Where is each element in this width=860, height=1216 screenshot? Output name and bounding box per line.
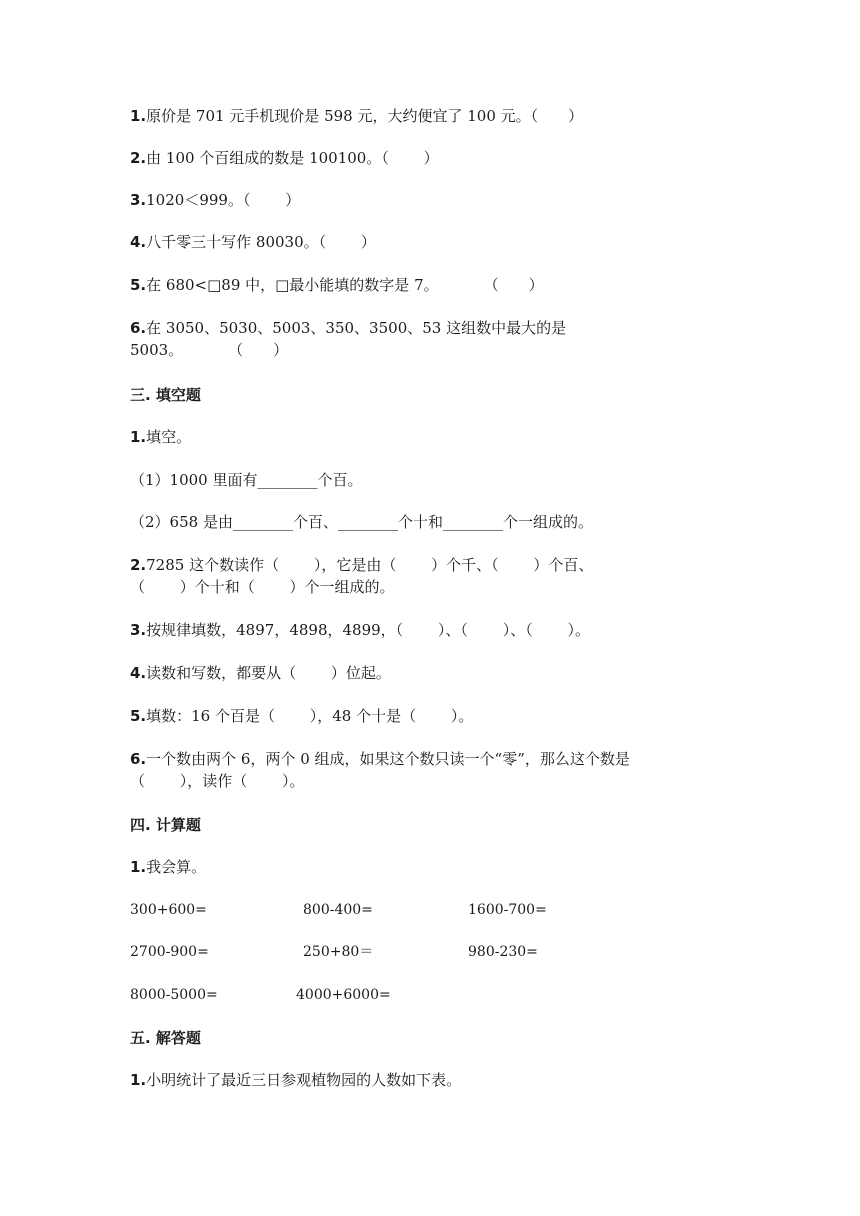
fill-item-1-sub1: （1）1000 里面有________个百。 xyxy=(130,471,363,489)
tf-item-4: 4.八千零三十写作 80030。（ ） xyxy=(130,233,376,251)
fill-item-6: 6.一个数由两个 6，两个 0 组成，如果这个数只读一个“零”，那么这个数是 xyxy=(130,750,630,768)
fill-item-5: 5.填数：16 个百是（ ），48 个十是（ ）。 xyxy=(130,707,474,725)
tf-item-1: 1.原价是 701 元手机现价是 598 元，大约便宜了 100 元。（ ） xyxy=(130,107,584,125)
tf-item-3: 3.1020＜999。（ ） xyxy=(130,191,301,209)
calc-expression: 2700-900= xyxy=(130,944,209,960)
section-title-calc: 四. 计算题 xyxy=(130,816,201,834)
fill-item-6-cont: （ ），读作（ ）。 xyxy=(130,772,305,790)
fill-item-2-cont: （ ）个十和（ ）个一组成的。 xyxy=(130,578,395,596)
tf-item-2: 2.由 100 个百组成的数是 100100。（ ） xyxy=(130,149,439,167)
section-title-answer: 五. 解答题 xyxy=(130,1029,201,1047)
calc-expression: 4000+6000= xyxy=(296,987,391,1003)
fill-item-1-sub2: （2）658 是由________个百、________个十和________个一组成的。 xyxy=(130,513,593,531)
calc-intro: 1.我会算。 xyxy=(130,858,207,876)
calc-expression: 980-230= xyxy=(468,944,538,960)
calc-expression: 1600-700= xyxy=(468,902,547,918)
calc-expression: 250+80＝ xyxy=(303,944,374,960)
answer-item-1: 1.小明统计了最近三日参观植物园的人数如下表。 xyxy=(130,1071,462,1089)
calc-expression: 800-400= xyxy=(303,902,373,918)
section-title-fill: 三. 填空题 xyxy=(130,386,201,404)
calc-expression: 8000-5000= xyxy=(130,987,218,1003)
fill-item-2: 2.7285 这个数读作（ ），它是由（ ）个千、（ ）个百、 xyxy=(130,556,594,574)
tf-item-6-cont: 5003。 （ ） xyxy=(130,341,289,359)
tf-item-5: 5.在 680<□89 中，□最小能填的数字是 7。 （ ） xyxy=(130,276,544,294)
fill-item-3: 3.按规律填数，4897，4898，4899，（ ）、（ ）、（ ）。 xyxy=(130,621,590,639)
fill-item-1: 1.填空。 xyxy=(130,428,192,446)
tf-item-6: 6.在 3050、5030、5003、350、3500、53 这组数中最大的是 xyxy=(130,319,567,337)
calc-expression: 300+600= xyxy=(130,902,207,918)
fill-item-4: 4.读数和写数，都要从（ ）位起。 xyxy=(130,664,391,682)
